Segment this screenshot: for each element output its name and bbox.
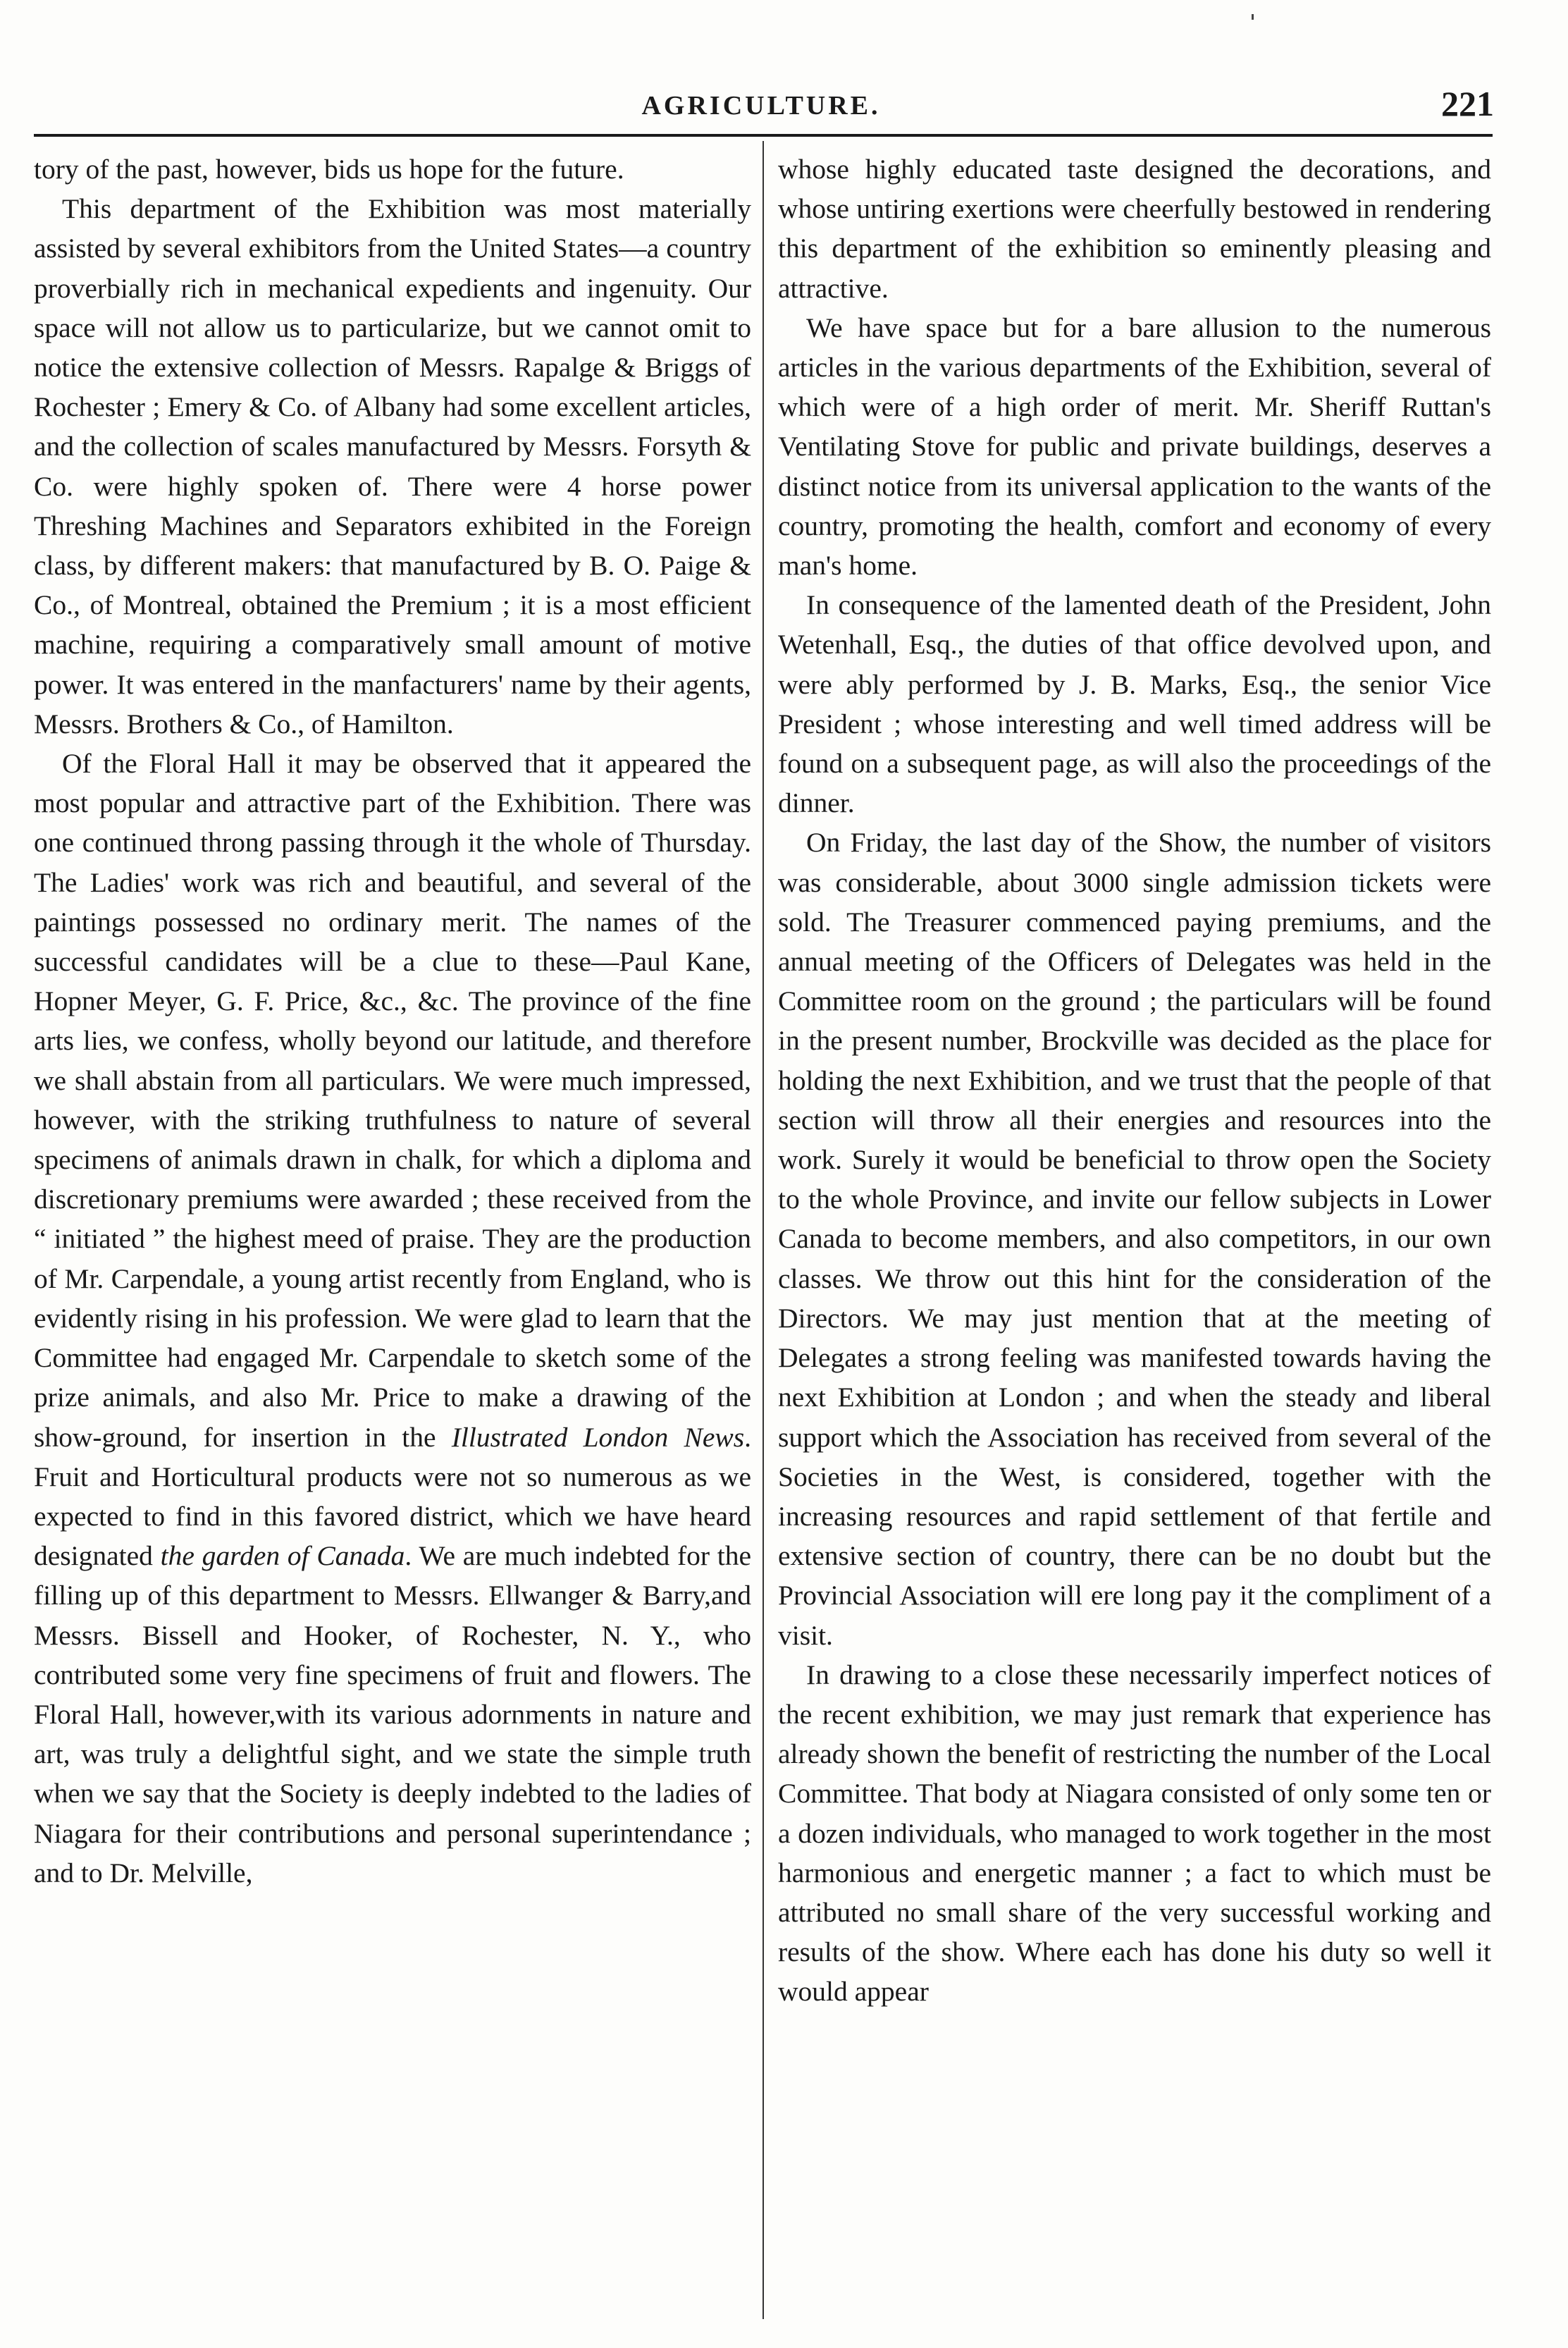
- left-column: [34, 149, 751, 2313]
- right-column: [778, 149, 1491, 2313]
- right-paragraph-3: In consequence of the lamented death of the President, John Wetenhall, Esq., the duties of that office devolved upon, and were ably performed by J. B. Marks, Esq., the senior Vice President ; whose interesting and well timed address will be found on a subsequent page, as will also the proceedings of the dinner.: [778, 589, 1491, 819]
- running-head: [28, 83, 1494, 133]
- left-paragraph-1: tory of the past, however, bids us hope for the future.: [34, 154, 624, 185]
- print-speck: [1252, 14, 1254, 20]
- left-paragraph-3-text-a: Of the Floral Hall it may be observed that it appeared the most popular and attractive part of the Exhibition. There was one continued throng passing through it the whole of Thursday. The Ladies' work was rich and beautiful, and several of the paintings possessed no ordinary merit. The names of the successful candidates will be a clue to these—Paul Kane, Hopner Meyer, G. F. Price, &c., &c. The province of the fine arts lies, we confess, wholly beyond our latitude, and therefore we shall abstain from all particulars. We were much impressed, however, with the striking truthfulness to nature of several specimens of animals drawn in chalk, for which a diploma and discretionary premiums were awarded ; these received from the “ initiated ” the highest meed of praise. They are the production of Mr. Carpendale, a young artist recently from England, who is evidently rising in his profession. We were glad to learn that the Committee had engaged Mr. Carpendale to sketch some of the prize animals, and also Mr. Price to make a drawing of the show-ground, for insertion in the: [34, 748, 751, 1453]
- page-number: 221: [1441, 84, 1494, 123]
- right-paragraph-5: In drawing to a close these necessarily imperfect notices of the recent exhibition, we may just remark that experience has already shown the benefit of restricting the number of the Local Committee. That body at Niagara consisted of only some ten or a dozen individuals, who managed to work together in the most harmonious and energetic manner ; a fact to which must be attributed no small share of the very successful working and results of the show. Where each has done his duty so well it would appear: [778, 1659, 1491, 2008]
- left-paragraph-3-text-b: . Fruit and Horticultural products were not so numerous as we expected to find in this favored district, which we have heard designated: [34, 1421, 751, 1572]
- left-paragraph-3: [34, 744, 751, 1893]
- running-title: AGRICULTURE.: [641, 91, 881, 121]
- left-paragraph-2: This department of the Exhibition was most materially assisted by several exhibitors from the United States—a country proverbially rich in mechanical expedients and ingenuity. Our space will not allow us to particularize, but we cannot omit to notice the extensive collection of Messrs. Rapalge & Briggs of Rochester ; Emery & Co. of Albany had some excellent articles, and the collection of scales manufactured by Messrs. Forsyth & Co. were highly spoken of. There were 4 horse power Threshing Machines and Separators exhibited in the Foreign class, by different makers: that manufactured by B. O. Paige & Co., of Montreal, obtained the Premium ; it is a most efficient machine, requiring a comparatively small amount of motive power. It was entered in the manfacturers' name by their agents, Messrs. Brothers & Co., of Hamilton.: [34, 193, 751, 739]
- right-paragraph-4: On Friday, the last day of the Show, the number of visitors was considerable, about 3000 single admission tickets were sold. The Treasurer commenced paying premiums, and the annual meeting of the Officers of Delegates was held in the Committee room on the ground ; the particulars will be found in the present number, Brockville was decided as the place for holding the next Exhibition, and we trust that the people of that section will throw all their energies and resources into the work. Surely it would be beneficial to throw open the Society to the whole Province, and invite our fellow subjects in Lower Canada to become members, and also competitors, in our own classes. We throw out this hint for the consideration of the Directors. We may just mention that at the meeting of Delegates a strong feeling was manifested towards having the next Exhibition at London ; and when the steady and liberal support which the Association has received from several of the Societies in the West, is considered, together with the increasing resources and rapid settlement of that fertile and extensive section of country, there can be no doubt but the Provincial Association will ere long pay it the compliment of a visit.: [778, 827, 1491, 1651]
- header-rule: [34, 134, 1493, 137]
- italic-region-phrase: the garden of Canada: [160, 1540, 405, 1572]
- italic-publication-title: Illustrated London News: [451, 1421, 745, 1453]
- right-paragraph-1: whose highly educated taste designed the decorations, and whose untiring exertions were cheerfully bestowed in rendering this department of the exhibition so eminently pleasing and attractive.: [778, 154, 1491, 304]
- right-paragraph-2: We have space but for a bare allusion to the numerous articles in the various departments of the Exhibition, several of which were of a high order of merit. Mr. Sheriff Ruttan's Ventilating Stove for public and private buildings, deserves a distinct notice from its universal application to the wants of the country, promoting the health, comfort and economy of every man's home.: [778, 312, 1491, 582]
- column-divider: [763, 141, 764, 2319]
- left-paragraph-3-text-c: . We are much indebted for the filling up of this department to Messrs. Ellwanger & Barry,and Messrs. Bissell and Hooker, of Rochester, N. Y., who contributed some very fine specimens of fruit and flowers. The Floral Hall, however,with its various adornments in nature and art, was truly a delightful sight, and we state the simple truth when we say that the Society is deeply indebted to the ladies of Niagara for their contributions and personal superintendance ; and to Dr. Melville,: [34, 1540, 751, 1888]
